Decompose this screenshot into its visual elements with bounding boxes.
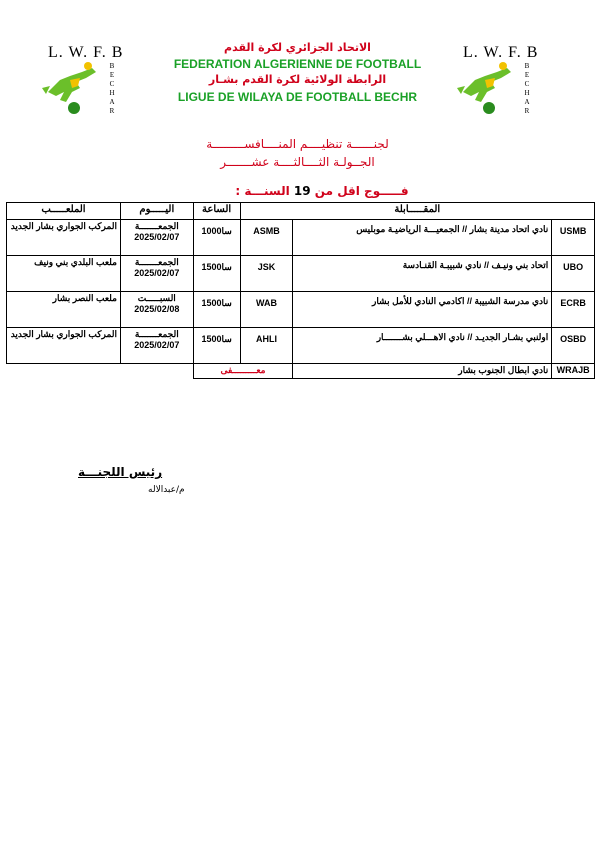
category-suffix: السنـــة : xyxy=(235,184,290,198)
category-title xyxy=(232,184,412,198)
table-row xyxy=(7,256,595,292)
home-team-code: OSBD xyxy=(552,328,595,364)
match-cell: اولنبي بشـار الجديـد // نادي الاهـــلي بشـــــــار xyxy=(293,328,552,364)
round-title: الجــولـة الثــــالثــــة عشـــــــر xyxy=(220,155,375,169)
table-header-row xyxy=(7,203,595,220)
time-cell: 15سا00 xyxy=(193,292,240,328)
away-team-code: JSK xyxy=(240,256,293,292)
time-cell: 15سا00 xyxy=(193,256,240,292)
venue-cell: المركب الجواري بشار الجديد xyxy=(7,328,121,364)
date-value: 2025/02/07 xyxy=(134,340,180,350)
league-name-fr: LIGUE DE WILAYA DE FOOTBALL BECHR xyxy=(177,90,418,104)
date-cell xyxy=(120,256,193,292)
header-time: الساعة xyxy=(193,203,240,220)
empty-cell xyxy=(120,364,193,379)
federation-name-ar: الاتحاد الجزائري لكرة القدم xyxy=(224,41,371,54)
table-row xyxy=(7,328,595,364)
header-day: اليـــــوم xyxy=(120,203,193,220)
match-cell: نادي مدرسة الشبيبة // اكادمي النادي للأمل بشار xyxy=(293,292,552,328)
date-value: 2025/02/07 xyxy=(134,268,180,278)
match-cell: نادي اتحاد مدينة بشار // الجمعيـــة الرياضيـة موبليس xyxy=(293,220,552,256)
exempt-match-cell: نادي ابطال الجنوب بشار xyxy=(293,364,552,379)
day-label: السبـــــت xyxy=(137,293,176,303)
empty-cell xyxy=(7,364,121,379)
league-name-ar: الرابطة الولائية لكرة القدم بشـار xyxy=(208,73,387,86)
home-team-code: USMB xyxy=(552,220,595,256)
date-cell xyxy=(120,292,193,328)
header-match: المقـــــابلة xyxy=(240,203,594,220)
home-team-code: UBO xyxy=(552,256,595,292)
federation-name-fr: FEDERATION ALGERIENNE DE FOOTBALL xyxy=(173,57,422,71)
away-team-code: ASMB xyxy=(240,220,293,256)
schedule-table xyxy=(6,202,595,379)
logo-text: L. W. F. B xyxy=(463,44,539,61)
table-row xyxy=(7,220,595,256)
away-team-code: AHLI xyxy=(240,328,293,364)
date-cell xyxy=(120,220,193,256)
time-cell: 15سا00 xyxy=(193,328,240,364)
day-label: الجمعـــــــة xyxy=(134,257,179,267)
time-cell: 10سا00 xyxy=(193,220,240,256)
logo-text: L. W. F. B xyxy=(48,44,124,61)
date-cell xyxy=(120,328,193,364)
away-team-code: WAB xyxy=(240,292,293,328)
logo-side-text: B E C H A R xyxy=(109,62,115,115)
header-venue: الملعـــــب xyxy=(7,203,121,220)
category-prefix: فـــــوج اقل من xyxy=(314,184,409,198)
day-label: الجمعـــــــة xyxy=(134,221,179,231)
logo-side-text: B E C H A R xyxy=(524,62,530,115)
table-row xyxy=(7,292,595,328)
exempt-team-code: WRAJB xyxy=(552,364,595,379)
match-cell: اتحاد بني ونيـف // نادي شبيبـة القنـادسة xyxy=(293,256,552,292)
venue-cell: المركب الجواري بشار الجديد xyxy=(7,220,121,256)
committee-chair-name: م/عبدالاله xyxy=(148,485,185,495)
home-team-code: ECRB xyxy=(552,292,595,328)
committee-title: لجنــــــة تنظيــــم المنــــافســـــــــة xyxy=(206,137,389,151)
date-value: 2025/02/07 xyxy=(134,232,180,242)
date-value: 2025/02/08 xyxy=(134,304,180,314)
day-label: الجمعـــــــة xyxy=(134,329,179,339)
venue-cell: ملعب البلدي بني ونيف xyxy=(7,256,121,292)
exempt-row xyxy=(7,364,595,379)
exempt-label: معـــــــــفى xyxy=(193,364,293,379)
category-age: 19 xyxy=(293,184,311,198)
committee-chair-title: رئيس اللجنـــة xyxy=(78,465,163,479)
venue-cell: ملعب النصر بشار xyxy=(7,292,121,328)
